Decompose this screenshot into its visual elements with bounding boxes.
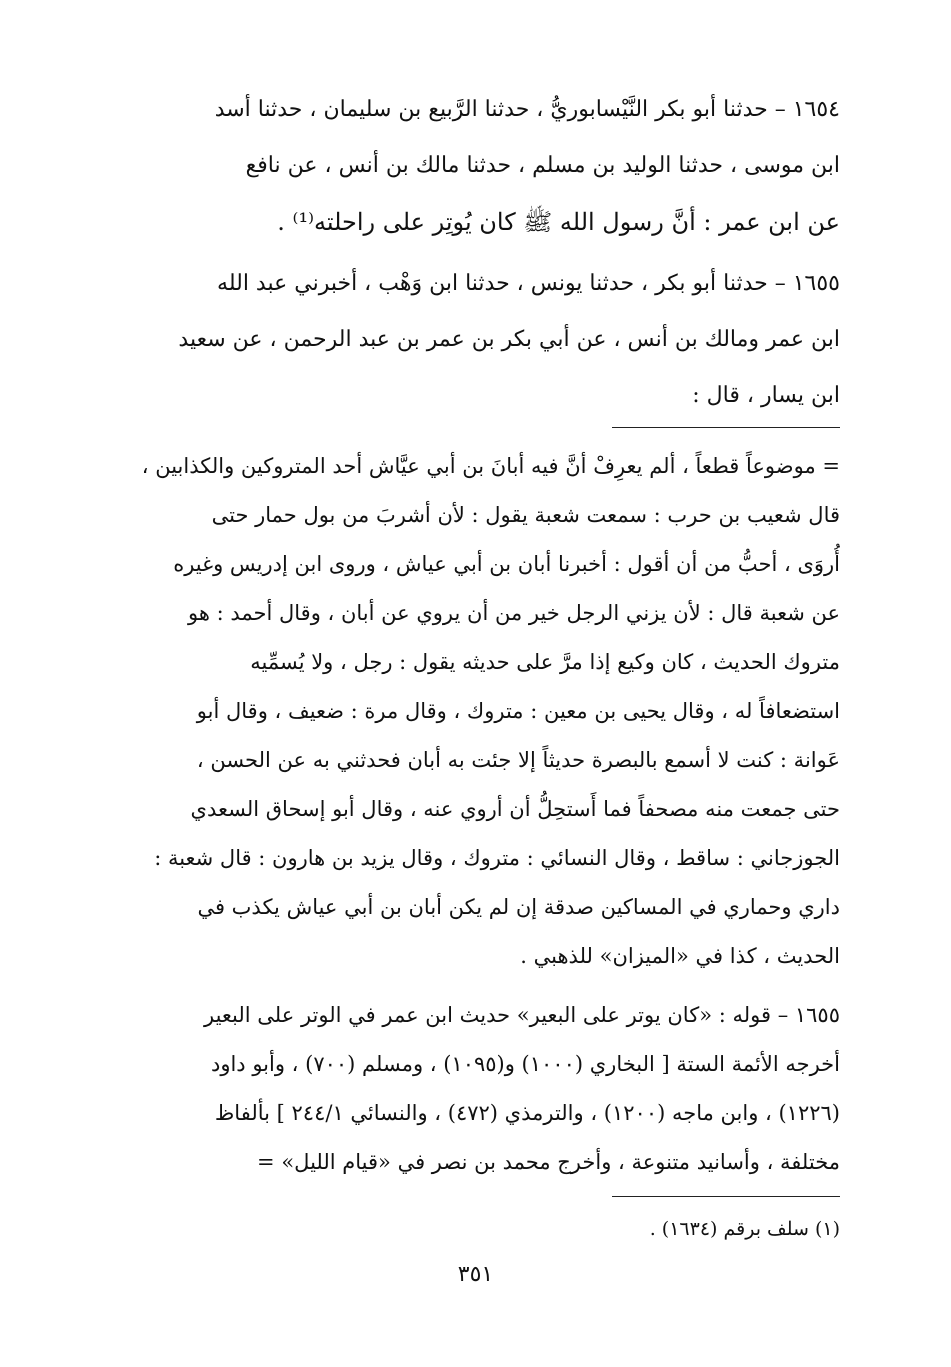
commentary-line: عَوانة : كنت لا أسمع بالبصرة حديثاً إلا جئت به أبان فحدثني به عن الحسن ، bbox=[196, 748, 840, 772]
page-number: ٣٥١ bbox=[457, 1262, 494, 1287]
commentary-line: متروك الحديث ، كان وكيع إذا مرَّ على حديثه يقول : رجل ، ولا يُسمِّيه bbox=[250, 650, 840, 674]
commentary-line: الحديث ، كذا في «الميزان» للذهبي . bbox=[520, 944, 840, 968]
commentary-line: عن شعبة قال : لأن يزني الرجل خير من أن يروي عن أبان ، وقال أحمد : هو bbox=[188, 601, 840, 625]
main-commentary-divider bbox=[612, 427, 840, 428]
commentary-line: (١٢٢٦) ، وابن ماجه (١٢٠٠) ، والترمذي (٤٧٢) ، والنسائي ٢٤٤/١ ] بألفاظ bbox=[214, 1101, 840, 1125]
footnote bbox=[140, 1208, 840, 1250]
main-line: عن ابن عمر : أنَّ رسول الله ﷺ كان يُوتِر على راحلته⁽¹⁾ . bbox=[277, 208, 840, 236]
commentary-line: أخرجه الأئمة الستة [ البخاري (١٠٠٠) و(١٠٩٥) ، ومسلم (٧٠٠) ، وأبو داود bbox=[210, 1052, 840, 1076]
footnote-line: (١) سلف برقم (١٦٣٤) . bbox=[649, 1218, 840, 1240]
commentary-line: قال شعيب بن حرب : سمعت شعبة يقول : لأن أشربَ من بول حمار حتى bbox=[211, 503, 840, 527]
main-line: ابن يسار ، قال : bbox=[692, 383, 840, 408]
main-line: ١٦٥٤ – حدثنا أبو بكر النَّيْسابوريُّ ، حدثنا الرَّبيع بن سليمان ، حدثنا أسد bbox=[214, 97, 840, 122]
commentary-line: استضعافاً له ، وقال يحيى بن معين : متروك ، وقال مرة : ضعيف ، وقال أبو bbox=[196, 699, 840, 723]
commentary-line: أُروَى ، أحبُّ من أن أقول : أخبرنا أبان بن أبي عياش ، وروى ابن إدريس وغيره bbox=[173, 552, 840, 576]
commentary-line: = موضوعاً قطعاً ، ألم يعرِفْ أنَّ فيه أبانَ بن أبي عيَّاش أحد المتروكين والكذابين ، bbox=[141, 454, 840, 478]
commentary-line: مختلفة ، وأسانيد متنوعة ، وأخرج محمد بن نصر في «قيام الليل» = bbox=[257, 1150, 840, 1174]
main-text bbox=[140, 82, 840, 424]
main-line: ابن موسى ، حدثنا الوليد بن مسلم ، حدثنا مالك بن أنس ، عن نافع bbox=[245, 153, 840, 178]
commentary bbox=[140, 442, 840, 1187]
main-line: ١٦٥٥ – حدثنا أبو بكر ، حدثنا يونس ، حدثنا ابن وَهْب ، أخبرني عبد الله bbox=[217, 271, 840, 296]
main-line: ابن عمر ومالك بن أنس ، عن أبي بكر بن عمر بن عبد الرحمن ، عن سعيد bbox=[178, 327, 840, 352]
commentary-line: ١٦٥٥ – قوله : «كان يوتر على البعير» حديث ابن عمر في الوتر على البعير bbox=[203, 1003, 840, 1027]
commentary-line: الجوزجاني : ساقط ، وقال النسائي : متروك ، وقال يزيد بن هارون : قال شعبة : bbox=[154, 846, 840, 870]
commentary-line: حتى جمعت منه مصحفاً فما أَستحِلُّ أن أروي عنه ، وقال أبو إسحاق السعدي bbox=[190, 797, 840, 821]
footnote-divider bbox=[612, 1196, 840, 1197]
commentary-line: داري وحماري في المساكين صدقة إن لم يكن أبان بن أبي عياش يكذب في bbox=[197, 895, 840, 919]
